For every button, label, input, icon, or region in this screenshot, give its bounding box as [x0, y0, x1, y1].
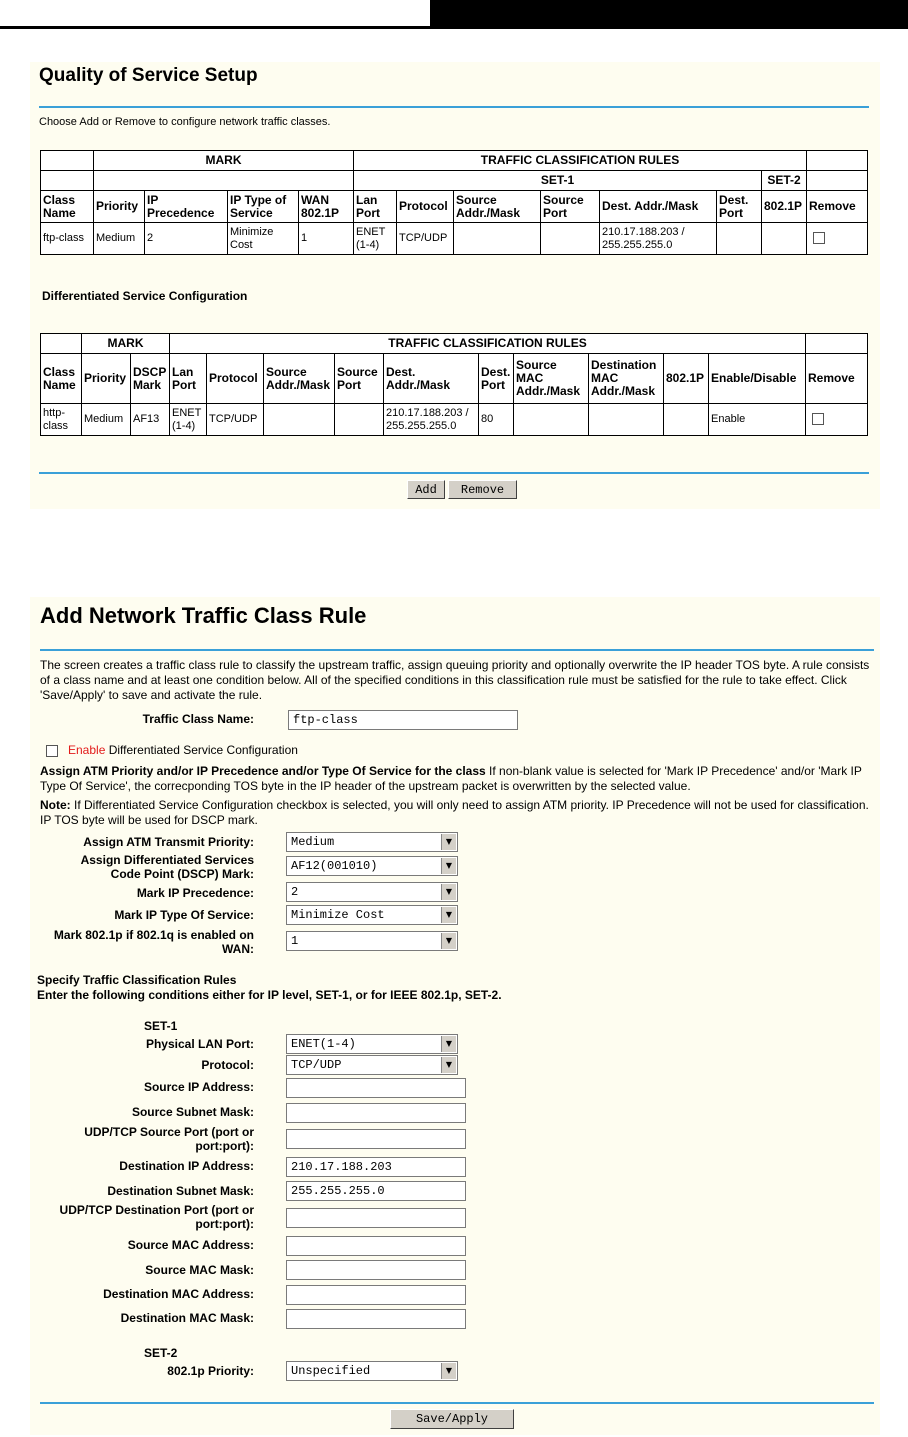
- add-rule-panel: [30, 597, 880, 1435]
- col-lan-port: Lan Port: [170, 354, 207, 404]
- ip-precedence-select[interactable]: 2 ▼: [286, 882, 458, 902]
- source-port-label: UDP/TCP Source Port (port or port:port):: [84, 1125, 254, 1153]
- dsc-classes-table: [40, 333, 868, 436]
- table-row: ftp-class Medium 2 Minimize Cost 1 ENET (1-4) TCP/UDP 210.17.188.203 / 255.255.255.0: [41, 223, 868, 255]
- header-black-block: [430, 0, 908, 26]
- dest-mask-input[interactable]: 255.255.255.0: [286, 1181, 466, 1201]
- dest-ip-label: Destination IP Address:: [119, 1159, 254, 1173]
- tcr-group-header: TRAFFIC CLASSIFICATION RULES: [354, 151, 807, 171]
- lan-port-select[interactable]: ENET(1-4) ▼: [286, 1034, 458, 1054]
- divider: [39, 106, 869, 108]
- col-source-port: Source Port: [335, 354, 384, 404]
- dsc-section-title: Differentiated Service Configuration: [42, 289, 248, 303]
- source-ip-input[interactable]: [286, 1078, 466, 1098]
- dropdown-arrow-icon: ▼: [441, 884, 456, 900]
- col-dscp-mark: DSCP Mark: [131, 354, 170, 404]
- mark-8021p-select[interactable]: 1 ▼: [286, 931, 458, 951]
- dropdown-arrow-icon: ▼: [441, 907, 456, 923]
- tcr-group-header: TRAFFIC CLASSIFICATION RULES: [170, 334, 806, 354]
- lan-port-label: Physical LAN Port:: [145, 1037, 254, 1051]
- col-class-name: Class Name: [41, 191, 94, 223]
- enable-dsc-checkbox-icon[interactable]: [46, 745, 58, 757]
- col-source-port: Source Port: [541, 191, 600, 223]
- dest-mac-label: Destination MAC Address:: [103, 1287, 254, 1301]
- col-enable-disable: Enable/Disable: [709, 354, 806, 404]
- set1-heading: SET-1: [144, 1019, 178, 1033]
- col-priority: Priority: [82, 354, 131, 404]
- col-dest-port: Dest. Port: [717, 191, 762, 223]
- source-mask-label: Source Subnet Mask:: [131, 1105, 254, 1119]
- rule-intro: The screen creates a traffic class rule to classify the upstream traffic, assign queuing priority and optionally overwrite the IP header TOS byte. A rule consists of a class name and at least one condition below. All of the specified conditions in this classification rule must be satisfied for the rule to take effect. Click 'Save/Apply' to save and activate the rule.: [40, 658, 870, 702]
- ip-precedence-label: Mark IP Precedence:: [136, 886, 254, 900]
- save-apply-button[interactable]: Save/Apply: [390, 1409, 514, 1429]
- dsc-enable-row: [46, 743, 298, 757]
- col-8021p: 802.1P: [762, 191, 807, 223]
- ip-tos-label: Mark IP Type Of Service:: [114, 908, 254, 922]
- dropdown-arrow-icon: ▼: [441, 933, 456, 949]
- dropdown-arrow-icon: ▼: [441, 834, 456, 850]
- col-remove: Remove: [807, 191, 868, 223]
- dest-mac-input[interactable]: [286, 1285, 466, 1305]
- source-ip-label: Source IP Address:: [143, 1080, 254, 1094]
- col-wan-8021p: WAN 802.1P: [299, 191, 354, 223]
- source-mac-label: Source MAC Address:: [127, 1238, 254, 1252]
- source-mask-input[interactable]: [286, 1103, 466, 1123]
- dropdown-arrow-icon: ▼: [441, 858, 456, 874]
- enable-rest: Differentiated Service Configuration: [105, 743, 298, 757]
- qos-setup-panel: [30, 62, 880, 509]
- col-protocol: Protocol: [397, 191, 454, 223]
- protocol-label: Protocol:: [201, 1058, 254, 1072]
- col-dest-mac: Destination MAC Addr./Mask: [589, 354, 664, 404]
- remove-checkbox-icon[interactable]: [812, 413, 824, 425]
- qos-title: Quality of Service Setup: [39, 65, 258, 86]
- dropdown-arrow-icon: ▼: [441, 1363, 456, 1379]
- col-dest-port: Dest. Port: [479, 354, 514, 404]
- p8021-priority-select[interactable]: Unspecified ▼: [286, 1361, 458, 1381]
- class-name-input[interactable]: ftp-class: [288, 710, 518, 730]
- source-mac-input[interactable]: [286, 1236, 466, 1256]
- assign-paragraph: Assign ATM Priority and/or IP Precedence and/or Type Of Service for the class If non-blank value is selected for 'Mark IP Precedence' and/or 'Mark IP Type Of Service', the correcponding TOS byte in the IP header of the upstream packet is overwritten by the selected value.: [40, 764, 862, 793]
- rule-title: Add Network Traffic Class Rule: [40, 603, 367, 628]
- source-port-input[interactable]: [286, 1129, 466, 1149]
- set2-heading: SET-2: [144, 1346, 178, 1360]
- p8021-priority-label: 802.1p Priority:: [167, 1364, 254, 1378]
- dscp-mark-label: Assign Differentiated Services Code Point (DSCP) Mark:: [80, 853, 254, 881]
- mark-group-header: MARK: [82, 334, 170, 354]
- col-source-mac: Source MAC Addr./Mask: [514, 354, 589, 404]
- dest-mask-label: Destination Subnet Mask:: [107, 1184, 254, 1198]
- table-row: http-class Medium AF13 ENET (1-4) TCP/UDP 210.17.188.203 / 255.255.255.0 80 Enable: [41, 404, 868, 436]
- header-rule: [0, 26, 908, 29]
- source-mac-mask-label: Source MAC Mask:: [145, 1263, 254, 1277]
- mark-8021p-label: Mark 802.1p if 802.1q is enabled on WAN:: [53, 928, 254, 956]
- atm-priority-select[interactable]: Medium ▼: [286, 832, 458, 852]
- add-button[interactable]: Add: [407, 480, 445, 499]
- page-header-bar: [0, 0, 908, 30]
- col-class-name: Class Name: [41, 354, 82, 404]
- col-ip-tos: IP Type of Service: [228, 191, 299, 223]
- col-source-addr: Source Addr./Mask: [264, 354, 335, 404]
- col-8021p: 802.1P: [664, 354, 709, 404]
- dest-port-input[interactable]: [286, 1208, 466, 1228]
- divider: [40, 1402, 874, 1404]
- atm-priority-label: Assign ATM Transmit Priority:: [83, 835, 254, 849]
- col-priority: Priority: [94, 191, 145, 223]
- remove-button[interactable]: Remove: [448, 480, 517, 499]
- qos-intro: Choose Add or Remove to configure network traffic classes.: [39, 116, 331, 128]
- col-dest-addr: Dest. Addr./Mask: [600, 191, 717, 223]
- col-remove: Remove: [806, 354, 868, 404]
- mark-group-header: MARK: [94, 151, 354, 171]
- note-paragraph: Note: If Differentiated Service Configuration checkbox is selected, you will only need to assign ATM priority. IP Precedence will not be used for classification. IP TOS byte will be used for DSCP mark.: [40, 798, 869, 827]
- dest-ip-input[interactable]: 210.17.188.203: [286, 1157, 466, 1177]
- protocol-select[interactable]: TCP/UDP ▼: [286, 1055, 458, 1075]
- spec-title: Specify Traffic Classification Rules: [37, 973, 237, 987]
- qos-classes-table: [40, 150, 868, 255]
- set2-header: SET-2: [762, 171, 807, 191]
- col-ip-precedence: IP Precedence: [145, 191, 228, 223]
- remove-checkbox-icon[interactable]: [813, 232, 825, 244]
- divider: [39, 472, 869, 474]
- dest-port-label: UDP/TCP Destination Port (port or port:port):: [59, 1203, 254, 1231]
- col-source-addr: Source Addr./Mask: [454, 191, 541, 223]
- spec-subtitle: Enter the following conditions either for IP level, SET-1, or for IEEE 802.1p, SET-2.: [37, 988, 502, 1002]
- col-protocol: Protocol: [207, 354, 264, 404]
- dest-mac-mask-input[interactable]: [286, 1309, 466, 1329]
- set1-header: SET-1: [354, 171, 762, 191]
- dest-mac-mask-label: Destination MAC Mask:: [120, 1311, 254, 1325]
- col-dest-addr: Dest. Addr./Mask: [384, 354, 479, 404]
- ip-tos-select[interactable]: Minimize Cost ▼: [286, 905, 458, 925]
- divider: [40, 649, 874, 651]
- source-mac-mask-input[interactable]: [286, 1260, 466, 1280]
- dropdown-arrow-icon: ▼: [441, 1057, 456, 1073]
- dropdown-arrow-icon: ▼: [441, 1036, 456, 1052]
- col-lan-port: Lan Port: [354, 191, 397, 223]
- enable-word: Enable: [68, 743, 106, 757]
- class-name-label: Traffic Class Name:: [142, 712, 254, 726]
- dscp-mark-select[interactable]: AF12(001010) ▼: [286, 856, 458, 876]
